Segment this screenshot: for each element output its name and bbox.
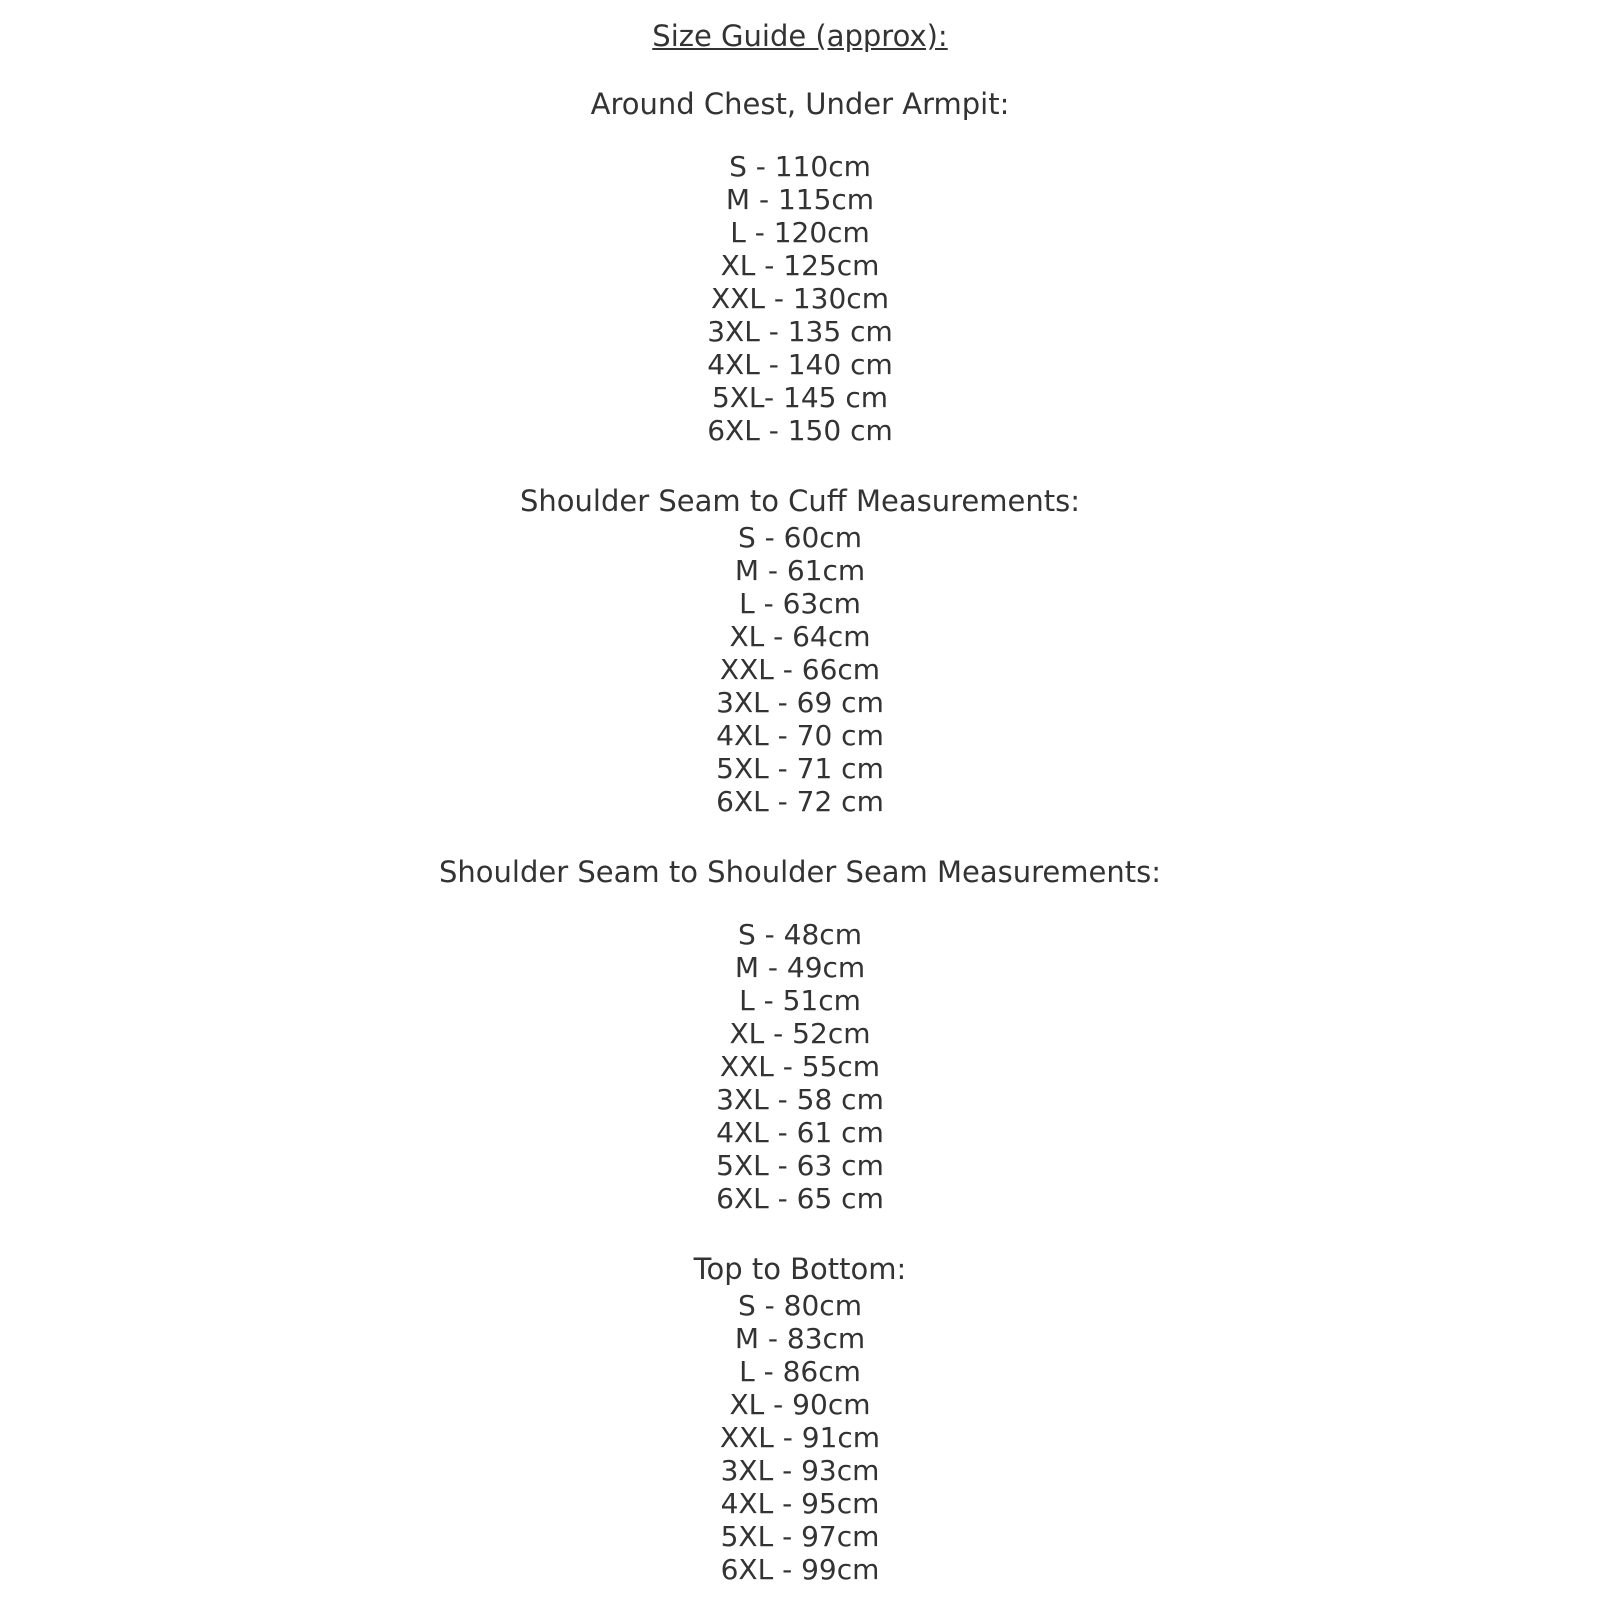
size-row: 3XL - 135 cm [707,315,893,348]
section-heading: Shoulder Seam to Shoulder Seam Measurements: [439,855,1161,889]
size-row: 6XL - 65 cm [716,1182,884,1215]
size-row: 6XL - 99cm [720,1553,880,1586]
size-row: XL - 64cm [729,620,871,653]
size-row: S - 48cm [738,918,862,951]
size-guide-sections [0,84,1600,1586]
spacer [0,124,1600,150]
section-spacer [0,447,1600,481]
size-row: XXL - 130cm [711,282,889,315]
size-row: M - 115cm [725,183,875,216]
size-row: L - 63cm [739,587,861,620]
size-row: XXL - 55cm [719,1050,881,1083]
size-row: XL - 125cm [720,249,880,282]
size-row: 5XL- 145 cm [711,381,889,414]
size-row: 5XL - 71 cm [716,752,884,785]
section-heading: Shoulder Seam to Cuff Measurements: [520,484,1080,518]
size-row: 3XL - 58 cm [716,1083,884,1116]
page-title: Size Guide (approx): [652,19,948,53]
size-row: L - 120cm [730,216,870,249]
section-heading: Around Chest, Under Armpit: [590,87,1010,121]
size-row: M - 83cm [734,1322,866,1355]
size-row: 6XL - 72 cm [716,785,884,818]
size-row: 5XL - 63 cm [716,1149,884,1182]
size-row: 4XL - 140 cm [707,348,893,381]
size-row: 4XL - 61 cm [716,1116,884,1149]
measurement-section [0,481,1600,818]
size-row: S - 80cm [738,1289,862,1322]
section-heading: Top to Bottom: [693,1252,907,1286]
size-row: S - 110cm [729,150,871,183]
size-row: M - 61cm [734,554,866,587]
size-row: 3XL - 93cm [720,1454,880,1487]
measurement-section [0,852,1600,1215]
spacer [0,892,1600,918]
section-spacer [0,818,1600,852]
size-row: 5XL - 97cm [720,1520,880,1553]
size-row: XL - 52cm [729,1017,871,1050]
size-row: XL - 90cm [729,1388,871,1421]
size-row: L - 86cm [739,1355,861,1388]
size-row: 4XL - 95cm [720,1487,880,1520]
size-row: 3XL - 69 cm [716,686,884,719]
size-row: S - 60cm [738,521,862,554]
measurement-section [0,1249,1600,1586]
size-row: L - 51cm [739,984,861,1017]
size-row: XXL - 66cm [719,653,881,686]
section-spacer [0,1215,1600,1249]
size-row: M - 49cm [734,951,866,984]
size-row: 6XL - 150 cm [707,414,893,447]
measurement-section [0,84,1600,447]
size-row: 4XL - 70 cm [716,719,884,752]
size-row: XXL - 91cm [719,1421,881,1454]
